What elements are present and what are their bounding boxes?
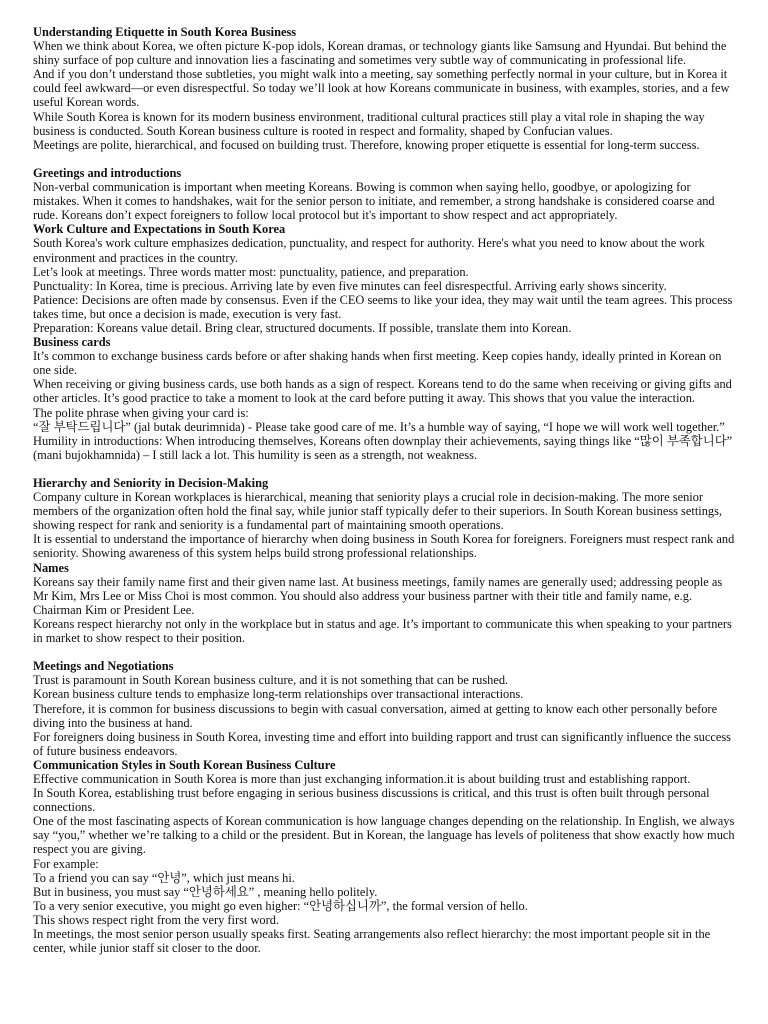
paragraph: In South Korea, establishing trust before engaging in serious business discussions is critical, and this trust is often built through personal connections.: [33, 786, 710, 815]
paragraph: Korean business culture tends to emphasize long-term relationships over transactional interactions.: [33, 687, 524, 702]
paragraph: For example:: [33, 856, 99, 871]
paragraph: Company culture in Korean workplaces is hierarchical, meaning that seniority plays a crucial role in decision-making. The more senior members of the organization often hold the final say, while junior staff typically defer to their superiors. In South Korean business settings, showing respect for rank and seniority is a fundamental part of maintaining smooth operations.: [33, 490, 723, 533]
paragraph: In meetings, the most senior person usually speaks first. Seating arrangements also reflect hierarchy: the most important people sit in the center, while junior staff sit closer to the door.: [33, 927, 711, 956]
heading-names: Names: [33, 560, 69, 575]
section-greetings: [33, 166, 738, 222]
paragraph: Punctuality: In Korea, time is precious. Arriving late by even five minutes can feel disrespectful. Arriving early shows sincerity.: [33, 278, 667, 293]
section-hierarchy: [33, 476, 738, 561]
heading-meetings: Meetings and Negotiations: [33, 659, 174, 674]
section-business-cards: [33, 335, 738, 462]
paragraph: Let’s look at meetings. Three words matter most: punctuality, patience, and preparation.: [33, 264, 469, 279]
blank-line: [33, 645, 738, 659]
section-communication: [33, 758, 738, 955]
section-etiquette: [33, 25, 738, 152]
paragraph: Non-verbal communication is important when meeting Koreans. Bowing is common when saying hello, goodbye, or apologizing for mistakes. When it comes to handshakes, wait for the senior person to initiate, and remember, a strong handshake is considered coarse and rude. Koreans don’t expect foreigners to follow local protocol but it's important to show respect and act appropriately.: [33, 180, 715, 223]
heading-work-culture: Work Culture and Expectations in South Korea: [33, 222, 286, 237]
heading-business-cards: Business cards: [33, 335, 111, 350]
paragraph: Preparation: Koreans value detail. Bring clear, structured documents. If possible, translate them into Korean.: [33, 320, 572, 335]
heading-hierarchy: Hierarchy and Seniority in Decision-Making: [33, 476, 269, 490]
paragraph: South Korea's work culture emphasizes dedication, punctuality, and respect for authority. Here's what you need to know about the work environment and practices in the country.: [33, 236, 705, 265]
blank-line: [33, 152, 738, 166]
blank-line: [33, 462, 738, 476]
section-names: [33, 561, 738, 646]
paragraph: For foreigners doing business in South Korea, investing time and effort into building rapport and trust can significantly influence the success of future business endeavors.: [33, 729, 731, 758]
paragraph: To a friend you can say “안녕”, which just means hi.: [33, 870, 295, 885]
document-body: [33, 25, 738, 955]
section-work-culture: [33, 222, 738, 335]
heading-etiquette: Understanding Etiquette in South Korea Business: [33, 25, 297, 39]
paragraph: When we think about Korea, we often picture K-pop idols, Korean dramas, or technology giants like Samsung and Hyundai. But behind the shiny surface of pop culture and innovation lies a fascinating and sometimes very subtle way of communicating in professional life.: [33, 39, 727, 68]
paragraph: Meetings are polite, hierarchical, and focused on building trust. Therefore, knowing proper etiquette is essential for long-term success.: [33, 137, 700, 152]
paragraph: But in business, you must say “안녕하세요” , meaning hello politely.: [33, 884, 378, 899]
paragraph: One of the most fascinating aspects of Korean communication is how language changes depending on the relationship. In English, we always say “you,” whether we’re talking to a child or the president. But in Korean, the language has levels of politeness that show exactly how much respect you are giving.: [33, 814, 735, 857]
section-meetings: [33, 659, 738, 758]
paragraph: “잘 부탁드립니다” (jal butak deurimnida) - Please take good care of me. It’s a humble way of saying, “I hope we will work well together.”: [33, 419, 725, 434]
paragraph: Effective communication in South Korea is more than just exchanging information.it is about building trust and establishing rapport.: [33, 771, 691, 786]
paragraph: The polite phrase when giving your card is:: [33, 405, 249, 420]
heading-communication: Communication Styles in South Korean Business Culture: [33, 757, 336, 772]
paragraph: It’s common to exchange business cards before or after shaking hands when first meeting. Keep copies handy, ideally printed in Korean on one side.: [33, 349, 722, 378]
paragraph: To a very senior executive, you might go even higher: “안녕하십니까”, the formal version of hello.: [33, 898, 528, 913]
paragraph: While South Korea is known for its modern business environment, traditional cultural practices still play a vital role in shaping the way business is conducted. South Korean business culture is rooted in respect and formality, shaped by Confucian values.: [33, 109, 705, 138]
paragraph: Trust is paramount in South Korean business culture, and it is not something that can be rushed.: [33, 673, 509, 688]
paragraph: Humility in introductions: When introducing themselves, Koreans often downplay their achievements, saying things like “많이 부족합니다” (mani bujokhamnida) – I still lack a lot. This humility is seen as a strength, not weakness.: [33, 433, 733, 462]
paragraph: And if you don’t understand those subtleties, you might walk into a meeting, say something perfectly normal in your culture, but in Korea it could feel awkward—or even disrespectful. So today we’ll look at how Koreans communicate in business, with examples, stories, and a few useful Korean words.: [33, 67, 730, 110]
paragraph: Therefore, it is common for business discussions to begin with casual conversation, aimed at getting to know each other personally before diving into the business at hand.: [33, 701, 718, 730]
paragraph: When receiving or giving business cards, use both hands as a sign of respect. Koreans tend to do the same when receiving or giving gifts and other articles. It’s good practice to take a moment to look at the card before putting it away. This shows that you value the interaction.: [33, 377, 732, 406]
paragraph: It is essential to understand the importance of hierarchy when doing business in South Korea for foreigners. Foreigners must respect rank and seniority. Showing awareness of this system helps build strong professional relationships.: [33, 532, 735, 561]
paragraph: Koreans say their family name first and their given name last. At business meetings, family names are generally used; addressing people as Mr Kim, Mrs Lee or Miss Choi is most common. You should also address your business partner with their title and family name, e.g. Chairman Kim or President Lee.: [33, 574, 723, 617]
heading-greetings: Greetings and introductions: [33, 165, 182, 180]
paragraph: Koreans respect hierarchy not only in the workplace but in status and age. It’s important to communicate this when speaking to your partners in market to show respect to their position.: [33, 616, 732, 646]
paragraph: Patience: Decisions are often made by consensus. Even if the CEO seems to like your idea, they may wait until the team agrees. This process takes time, but once a decision is made, execution is very fast.: [33, 292, 733, 321]
paragraph: This shows respect right from the very first word.: [33, 912, 280, 927]
